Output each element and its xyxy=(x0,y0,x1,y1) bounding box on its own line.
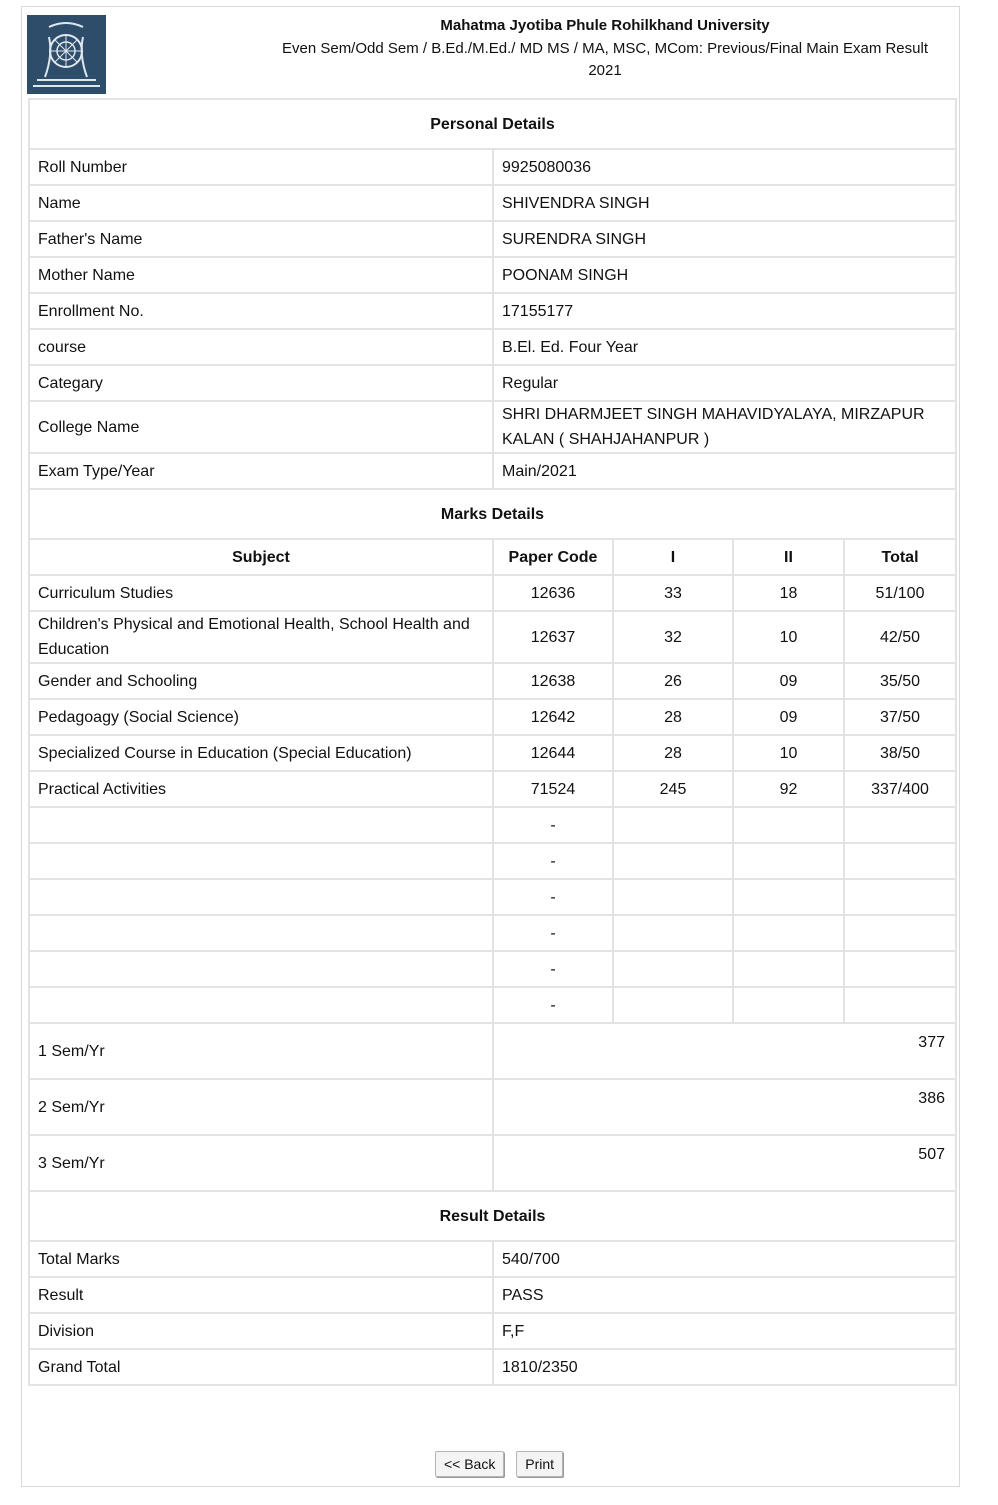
exam-title xyxy=(250,38,960,82)
field-label: Enrollment No. xyxy=(29,293,493,329)
empty-cell xyxy=(733,807,844,843)
semester-value: 377 xyxy=(493,1023,956,1079)
empty-cell xyxy=(613,951,733,987)
empty-cell xyxy=(733,843,844,879)
semester-row xyxy=(29,1135,956,1191)
result-value: PASS xyxy=(493,1277,956,1313)
marks-i-cell: 245 xyxy=(613,771,733,807)
field-label: Father's Name xyxy=(29,221,493,257)
empty-cell xyxy=(29,807,493,843)
personal-row xyxy=(29,149,956,185)
empty-code-cell: - xyxy=(493,843,613,879)
semester-row xyxy=(29,1023,956,1079)
subject-cell: Curriculum Studies xyxy=(29,575,493,611)
empty-cell xyxy=(844,987,956,1023)
total-cell: 37/50 xyxy=(844,699,956,735)
empty-cell xyxy=(844,915,956,951)
marks-i-cell: 28 xyxy=(613,735,733,771)
table-row xyxy=(29,735,956,771)
semester-label: 3 Sem/Yr xyxy=(29,1135,493,1191)
university-logo-icon xyxy=(27,15,106,94)
table-row xyxy=(29,699,956,735)
empty-cell xyxy=(613,987,733,1023)
column-header-total: Total xyxy=(844,539,956,575)
empty-row xyxy=(29,807,956,843)
subject-cell: Gender and Schooling xyxy=(29,663,493,699)
paper-code-cell: 12636 xyxy=(493,575,613,611)
empty-cell xyxy=(613,843,733,879)
field-label: Exam Type/Year xyxy=(29,453,493,489)
name-value: SHIVENDRA SINGH xyxy=(493,185,956,221)
subject-cell: Practical Activities xyxy=(29,771,493,807)
action-buttons xyxy=(0,1451,998,1477)
subject-cell: Children's Physical and Emotional Health, School Health and Education xyxy=(29,611,493,663)
personal-row xyxy=(29,185,956,221)
category-value: Regular xyxy=(493,365,956,401)
empty-cell xyxy=(844,807,956,843)
empty-cell xyxy=(29,915,493,951)
empty-cell xyxy=(613,915,733,951)
empty-cell xyxy=(29,987,493,1023)
total-cell: 51/100 xyxy=(844,575,956,611)
field-label: Mother Name xyxy=(29,257,493,293)
field-label: College Name xyxy=(29,401,493,453)
total-cell: 38/50 xyxy=(844,735,956,771)
print-button[interactable]: Print xyxy=(516,1451,563,1477)
college-name-value: SHRI DHARMJEET SINGH MAHAVIDYALAYA, MIRZAPUR KALAN ( SHAHJAHANPUR ) xyxy=(493,401,956,453)
empty-code-cell: - xyxy=(493,807,613,843)
exam-subtitle: Even Sem/Odd Sem / B.Ed./M.Ed./ MD MS / MA, MSC, MCom: Previous/Final Main Exam Result xyxy=(281,40,928,57)
personal-row xyxy=(29,293,956,329)
course-value: B.El. Ed. Four Year xyxy=(493,329,956,365)
result-row xyxy=(29,1313,956,1349)
marks-ii-cell: 09 xyxy=(733,699,844,735)
father-name-value: SURENDRA SINGH xyxy=(493,221,956,257)
enrollment-value: 17155177 xyxy=(493,293,956,329)
marks-ii-cell: 10 xyxy=(733,735,844,771)
paper-code-cell: 71524 xyxy=(493,771,613,807)
personal-row xyxy=(29,401,956,453)
empty-code-cell: - xyxy=(493,951,613,987)
empty-cell xyxy=(613,879,733,915)
subject-cell: Specialized Course in Education (Special Education) xyxy=(29,735,493,771)
header xyxy=(0,0,998,97)
marks-ii-cell: 18 xyxy=(733,575,844,611)
empty-cell xyxy=(733,951,844,987)
empty-code-cell: - xyxy=(493,987,613,1023)
result-details-heading: Result Details xyxy=(29,1191,956,1241)
exam-year: 2021 xyxy=(588,62,622,79)
total-cell: 35/50 xyxy=(844,663,956,699)
empty-row xyxy=(29,843,956,879)
empty-cell xyxy=(844,951,956,987)
personal-row xyxy=(29,329,956,365)
division-value: F,F xyxy=(493,1313,956,1349)
table-row xyxy=(29,575,956,611)
marks-i-cell: 33 xyxy=(613,575,733,611)
table-row xyxy=(29,663,956,699)
column-header-i: I xyxy=(613,539,733,575)
paper-code-cell: 12638 xyxy=(493,663,613,699)
subject-cell: Pedagoagy (Social Science) xyxy=(29,699,493,735)
table-row xyxy=(29,771,956,807)
marks-header-row xyxy=(29,539,956,575)
column-header-ii: II xyxy=(733,539,844,575)
empty-cell xyxy=(844,879,956,915)
empty-cell xyxy=(733,915,844,951)
back-button[interactable]: << Back xyxy=(435,1451,504,1477)
personal-row xyxy=(29,453,956,489)
personal-row xyxy=(29,257,956,293)
total-cell: 42/50 xyxy=(844,611,956,663)
marks-i-cell: 32 xyxy=(613,611,733,663)
roll-number-value: 9925080036 xyxy=(493,149,956,185)
semester-value: 507 xyxy=(493,1135,956,1191)
semester-label: 2 Sem/Yr xyxy=(29,1079,493,1135)
result-row xyxy=(29,1349,956,1385)
marks-ii-cell: 92 xyxy=(733,771,844,807)
paper-code-cell: 12637 xyxy=(493,611,613,663)
column-header-subject: Subject xyxy=(29,539,493,575)
empty-row xyxy=(29,987,956,1023)
empty-cell xyxy=(29,879,493,915)
personal-row xyxy=(29,221,956,257)
column-header-paper-code: Paper Code xyxy=(493,539,613,575)
personal-details-heading: Personal Details xyxy=(29,99,956,149)
field-label: Roll Number xyxy=(29,149,493,185)
paper-code-cell: 12644 xyxy=(493,735,613,771)
empty-row xyxy=(29,915,956,951)
empty-cell xyxy=(29,843,493,879)
field-label: Total Marks xyxy=(29,1241,493,1277)
marks-ii-cell: 10 xyxy=(733,611,844,663)
exam-type-value: Main/2021 xyxy=(493,453,956,489)
marks-ii-cell: 09 xyxy=(733,663,844,699)
semester-value: 386 xyxy=(493,1079,956,1135)
empty-code-cell: - xyxy=(493,915,613,951)
field-label: Result xyxy=(29,1277,493,1313)
empty-cell xyxy=(613,807,733,843)
empty-cell xyxy=(733,987,844,1023)
university-name: Mahatma Jyotiba Phule Rohilkhand University xyxy=(440,17,770,34)
empty-cell xyxy=(844,843,956,879)
result-row xyxy=(29,1277,956,1313)
result-row xyxy=(29,1241,956,1277)
field-label: Name xyxy=(29,185,493,221)
personal-row xyxy=(29,365,956,401)
field-label: Categary xyxy=(29,365,493,401)
field-label: course xyxy=(29,329,493,365)
empty-cell xyxy=(733,879,844,915)
total-cell: 337/400 xyxy=(844,771,956,807)
semester-label: 1 Sem/Yr xyxy=(29,1023,493,1079)
marks-i-cell: 28 xyxy=(613,699,733,735)
total-marks-value: 540/700 xyxy=(493,1241,956,1277)
table-row xyxy=(29,611,956,663)
grand-total-value: 1810/2350 xyxy=(493,1349,956,1385)
field-label: Division xyxy=(29,1313,493,1349)
empty-row xyxy=(29,951,956,987)
mother-name-value: POONAM SINGH xyxy=(493,257,956,293)
field-label: Grand Total xyxy=(29,1349,493,1385)
empty-cell xyxy=(29,951,493,987)
semester-row xyxy=(29,1079,956,1135)
empty-row xyxy=(29,879,956,915)
result-table xyxy=(28,98,957,1386)
marks-i-cell: 26 xyxy=(613,663,733,699)
paper-code-cell: 12642 xyxy=(493,699,613,735)
marks-details-heading: Marks Details xyxy=(29,489,956,539)
empty-code-cell: - xyxy=(493,879,613,915)
